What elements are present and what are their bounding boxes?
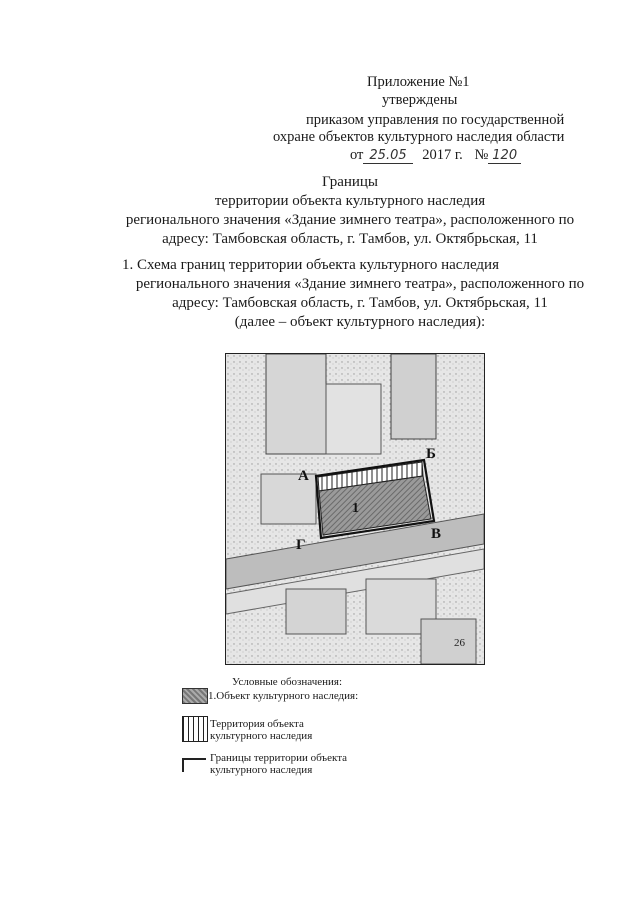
handwritten-date: 25.05 — [363, 148, 412, 164]
map-label-a: А — [298, 468, 309, 484]
legend-territory-line-2: культурного наследия — [210, 730, 313, 742]
section-line-3: адресу: Тамбовская область, г. Тамбов, ул. Октябрьская, 11 — [172, 295, 548, 311]
legend-title: Условные обозначения: — [232, 676, 343, 688]
order-year: 2017 г. — [422, 147, 463, 163]
handwritten-number: 120 — [488, 148, 521, 164]
title-line-4: адресу: Тамбовская область, г. Тамбов, ул. Октябрьская, 11 — [162, 231, 538, 247]
boundary-map — [225, 353, 485, 665]
number-prefix: № — [474, 147, 489, 163]
document-title — [100, 173, 600, 249]
map-label-26: 26 — [454, 637, 465, 649]
authority-line: охране объектов культурного наследия области — [273, 129, 565, 145]
appendix-number: Приложение №1 — [367, 74, 470, 90]
date-prefix: от — [350, 147, 364, 163]
title-line-1: Границы — [321, 174, 379, 190]
map-label-object: 1 — [352, 501, 359, 516]
approved-label: утверждены — [382, 92, 458, 108]
legend-boundary-swatch — [182, 758, 206, 760]
legend-object-swatch — [182, 688, 208, 704]
legend-object-label: 1.Объект культурного наследия: — [208, 690, 359, 702]
title-line-2: территории объекта культурного наследия — [214, 193, 486, 209]
section-1-heading — [100, 256, 620, 332]
building-ne — [391, 354, 436, 439]
building-mid — [326, 384, 381, 454]
legend-boundary-line-1: Границы территории объекта — [210, 752, 348, 764]
order-date-line — [350, 146, 521, 165]
building-s1 — [286, 589, 346, 634]
legend-territory-label — [210, 718, 312, 742]
building-nw — [266, 354, 326, 454]
legend-territory-line-1: Территория объекта — [210, 718, 304, 730]
legend-boundary-tick — [182, 758, 184, 772]
map-drawing — [226, 354, 484, 664]
section-line-1: 1. Схема границ территории объекта культурного наследия — [122, 257, 499, 273]
legend-boundary-line-2: культурного наследия — [210, 764, 313, 776]
building-se — [421, 619, 476, 664]
order-line: приказом управления по государственной — [306, 112, 565, 128]
map-label-g: Г — [296, 537, 306, 553]
section-line-4: (далее – объект культурного наследия): — [234, 314, 486, 330]
map-label-b: Б — [426, 446, 436, 462]
legend-territory-swatch — [182, 716, 208, 742]
title-line-3: регионального значения «Здание зимнего театра», расположенного по — [125, 212, 575, 228]
legend-boundary-label — [210, 752, 347, 776]
section-line-2: регионального значения «Здание зимнего театра», расположенного по — [135, 276, 585, 292]
map-label-v: В — [431, 526, 442, 542]
